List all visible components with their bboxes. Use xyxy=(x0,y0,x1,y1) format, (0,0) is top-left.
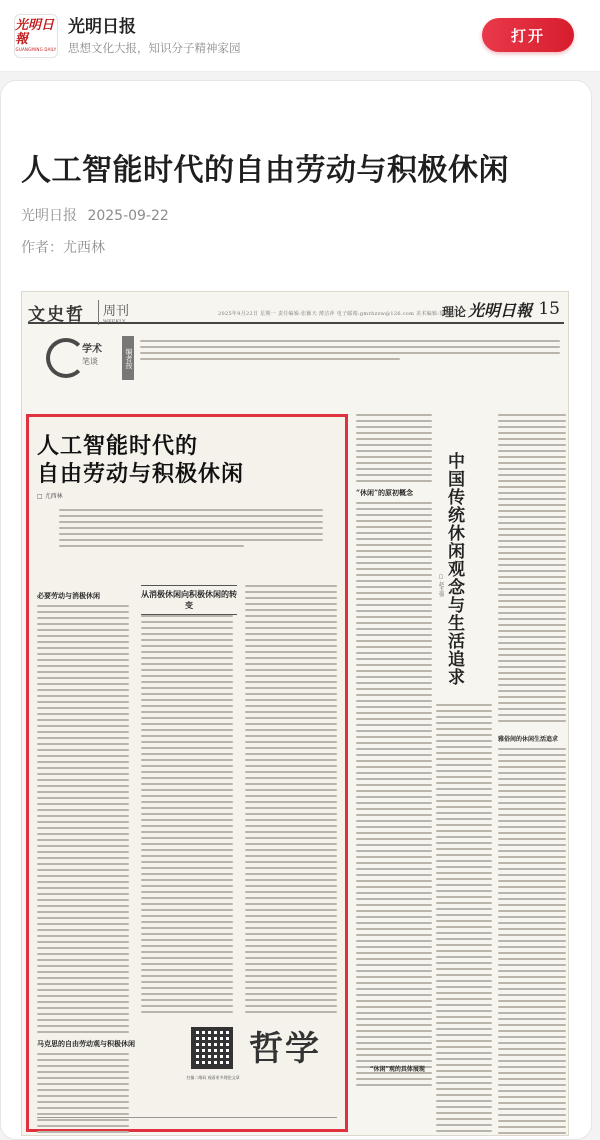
feature-author: □ 尤西林 xyxy=(37,493,63,500)
article-card xyxy=(0,80,592,1140)
feature-abstract xyxy=(59,509,323,551)
masthead-section: 理论 xyxy=(441,305,466,319)
side-column-3 xyxy=(498,414,566,726)
newspaper-page-image[interactable] xyxy=(21,291,569,1136)
feature-footer-rule xyxy=(37,1117,337,1118)
app-name: 光明日报 xyxy=(68,16,136,37)
article-meta xyxy=(21,205,169,225)
side-subhead-3: “休闲”观的具体展现 xyxy=(370,1066,425,1073)
feature-column-2 xyxy=(141,615,233,1017)
side-subhead-1: “休闲”的原初概念 xyxy=(356,488,414,497)
article-date: 2025-09-22 xyxy=(87,208,169,224)
feature-subhead-3: 马克思的自由劳动观与积极休闲 xyxy=(37,1039,135,1048)
app-logo xyxy=(14,14,58,58)
logo-subtext: GUANGMING DAILY xyxy=(15,46,57,52)
column-logo-text-1: 学术 xyxy=(82,344,102,355)
masthead-weekly xyxy=(98,300,129,325)
editor-note xyxy=(28,332,564,386)
feature-article-highlight xyxy=(26,414,348,1132)
feature-column-1 xyxy=(37,585,135,1136)
side-article-title: 中国传统休闲观念与生活追求 xyxy=(444,452,464,686)
masthead-column-name: 文史哲 xyxy=(28,305,85,325)
side-column-2 xyxy=(436,704,492,1136)
side-column-1 xyxy=(356,414,432,1090)
feature-title-line-1: 人工智能时代的 xyxy=(37,433,199,459)
masthead-paper-name: 光明日報 xyxy=(467,301,532,320)
feature-subhead-2: 从消极休闲向积极休闲的转变 xyxy=(141,585,237,615)
philosophy-glyph: 哲学 xyxy=(249,1029,321,1069)
article-source: 光明日报 xyxy=(21,208,77,224)
masthead-page-number: 15 xyxy=(538,299,560,319)
editor-note-text xyxy=(140,340,560,364)
qr-code-icon xyxy=(191,1027,233,1069)
logo-text: 光明日報 xyxy=(15,17,55,47)
side-article xyxy=(356,414,566,1132)
column-logo xyxy=(46,336,114,382)
masthead-weekly-sub: WEEKLY xyxy=(103,319,126,325)
masthead-date-line: 2025年9月22日 星期一 责任编辑:张颖天 薄洁萍 电子邮箱:gmrbzzw@126.com 美术编辑:徐丽娟 xyxy=(218,311,456,317)
masthead-weekly-label: 周刊 xyxy=(103,304,130,319)
article-title: 人工智能时代的自由劳动与积极休闲 xyxy=(21,153,509,188)
open-app-button[interactable]: 打开 xyxy=(482,18,574,52)
side-subhead-2: 雅俗间的休闲生活追求 xyxy=(498,736,559,743)
qr-caption: 扫描二维码 观看更多理论文章 xyxy=(186,1075,240,1080)
feature-subhead-1: 必要劳动与消极休闲 xyxy=(37,591,100,600)
feature-title-line-2: 自由劳动与积极休闲 xyxy=(37,461,245,487)
app-slogan: 思想文化大报，知识分子精神家园 xyxy=(68,40,241,55)
feature-column-3 xyxy=(245,585,337,1017)
editor-note-tag: 编者按 xyxy=(122,336,134,380)
side-column-4 xyxy=(498,748,566,1136)
column-logo-ring-icon xyxy=(46,338,86,378)
column-logo-text-2: 笔谈 xyxy=(82,357,98,366)
side-article-author: □ 赵玉强 xyxy=(438,574,444,597)
newspaper-masthead xyxy=(28,298,564,324)
article-author: 作者：尤西林 xyxy=(21,240,105,256)
app-banner xyxy=(0,0,600,72)
